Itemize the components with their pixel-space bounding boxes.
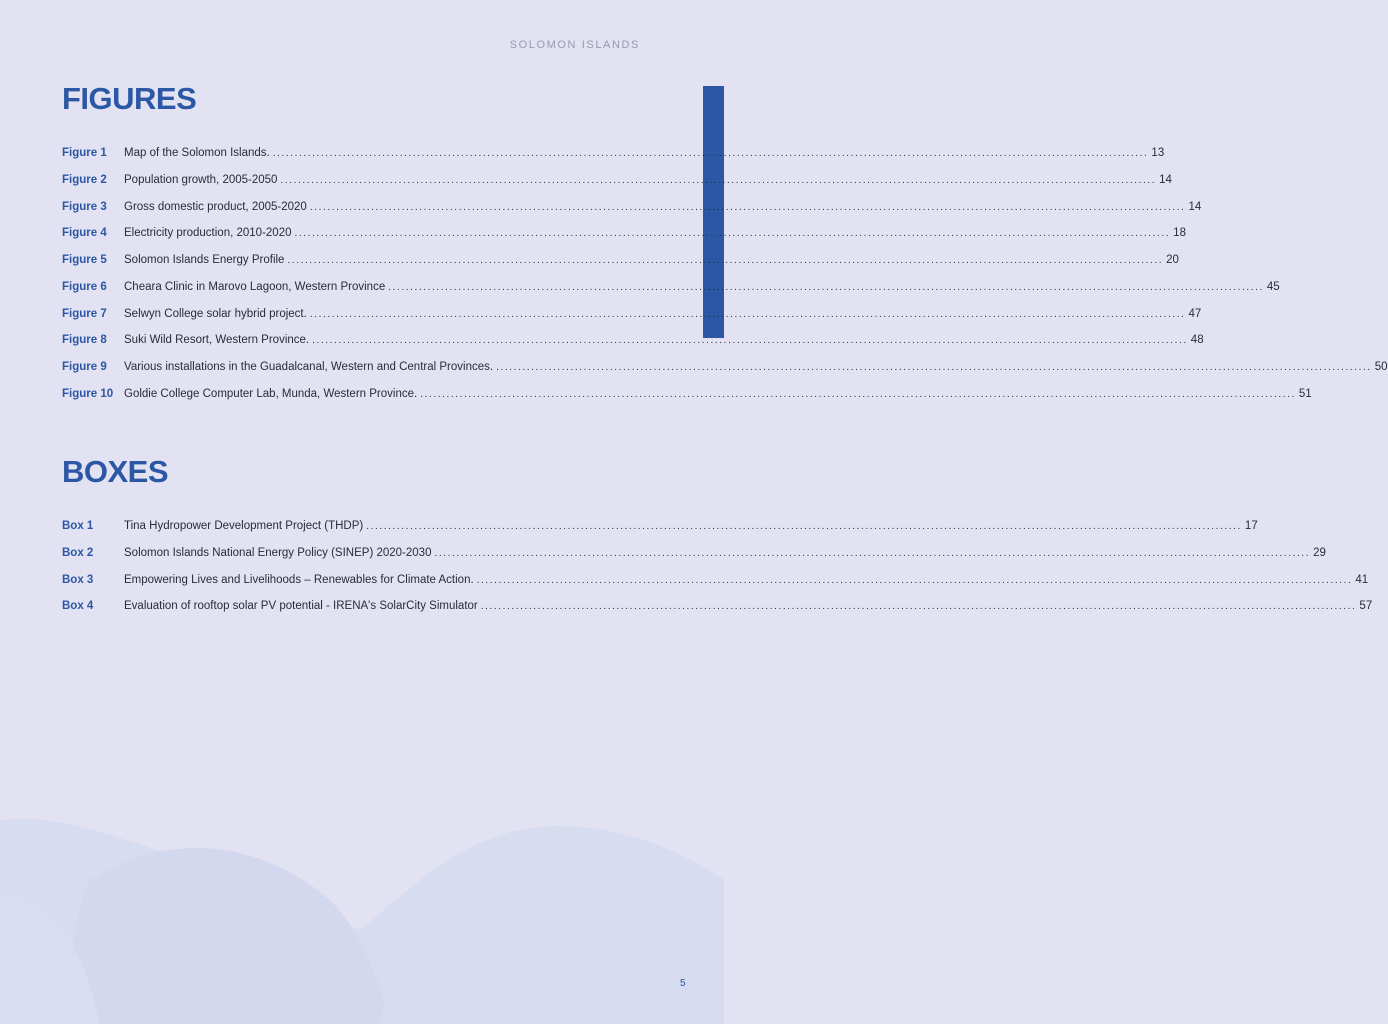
figure-label: Figure 8 <box>62 334 107 347</box>
box-title: Empowering Lives and Livelihoods – Renewables for Climate Action. <box>124 573 474 586</box>
figure-title: Selwyn College solar hybrid project. <box>124 307 307 320</box>
figure-page-number: 14 <box>1159 173 1172 186</box>
figure-label: Figure 5 <box>62 254 107 266</box>
dot-leader: ........................................................................................................................................................................................................ <box>496 362 1372 373</box>
figure-title: Goldie College Computer Lab, Munda, Western Province. <box>124 387 418 400</box>
box-page-number: 29 <box>1313 546 1326 559</box>
box-page-number: 17 <box>1244 520 1258 532</box>
dot-leader: ........................................................................................................................................................................................................ <box>388 281 1264 293</box>
box-entry-1[interactable] <box>62 519 1258 546</box>
box-entry-4[interactable] <box>62 599 1373 626</box>
figure-entry-7[interactable] <box>62 307 1202 334</box>
figure-title: Map of the Solomon Islands. <box>124 147 270 159</box>
figure-title: Population growth, 2005-2050 <box>124 173 278 186</box>
dot-leader: ........................................................................................................................................................................................................ <box>420 388 1296 400</box>
figure-label: Figure 7 <box>62 307 107 320</box>
boxes-list <box>62 519 1373 626</box>
box-label: Box 3 <box>62 573 94 586</box>
dot-leader: ........................................................................................................................................................................................................ <box>434 547 1311 559</box>
figure-title: Suki Wild Resort, Western Province. <box>124 334 310 347</box>
figure-label: Figure 9 <box>62 361 107 373</box>
page-number: 5 <box>680 978 686 989</box>
figures-list <box>62 146 1388 414</box>
dot-leader: ........................................................................................................................................................................................................ <box>272 148 1149 159</box>
dot-leader: ........................................................................................................................................................................................................ <box>480 601 1357 613</box>
boxes-heading: BOXES <box>62 454 169 489</box>
box-label: Box 4 <box>62 600 94 613</box>
figure-entry-5[interactable] <box>62 253 1179 280</box>
figure-label: Figure 1 <box>62 147 107 159</box>
figure-label: Figure 6 <box>62 280 107 293</box>
figure-page-number: 47 <box>1188 307 1202 320</box>
box-entry-2[interactable] <box>62 546 1326 573</box>
figure-entry-9[interactable] <box>62 360 1388 387</box>
figure-entry-4[interactable] <box>62 226 1186 253</box>
figure-entry-1[interactable] <box>62 146 1165 173</box>
figure-page-number: 14 <box>1188 200 1202 213</box>
box-label: Box 1 <box>62 520 94 532</box>
dot-leader: ........................................................................................................................................................................................................ <box>366 521 1242 532</box>
figure-page-number: 45 <box>1266 280 1280 293</box>
dot-leader: ........................................................................................................................................................................................................ <box>312 335 1188 347</box>
figure-label: Figure 10 <box>62 387 114 400</box>
dot-leader: ........................................................................................................................................................................................................ <box>476 574 1353 586</box>
figure-label: Figure 4 <box>62 227 107 240</box>
figure-title: Electricity production, 2010-2020 <box>124 227 292 240</box>
box-entry-3[interactable] <box>62 573 1369 600</box>
box-title: Solomon Islands National Energy Policy (SINEP) 2020-2030 <box>124 546 432 559</box>
figure-page-number: 50 <box>1374 361 1388 373</box>
figure-page-number: 48 <box>1190 334 1204 347</box>
figure-title: Various installations in the Guadalcanal, Western and Central Provinces. <box>124 361 494 373</box>
figure-label: Figure 3 <box>62 200 107 213</box>
dot-leader: ........................................................................................................................................................................................................ <box>287 255 1164 266</box>
figure-page-number: 20 <box>1166 254 1179 266</box>
figure-entry-8[interactable] <box>62 333 1204 360</box>
figure-title: Cheara Clinic in Marovo Lagoon, Western Province <box>124 280 386 293</box>
figure-page-number: 18 <box>1173 227 1186 240</box>
figure-entry-10[interactable] <box>62 387 1312 414</box>
dot-leader: ........................................................................................................................................................................................................ <box>280 174 1157 186</box>
figure-entry-2[interactable] <box>62 173 1172 200</box>
figure-title: Solomon Islands Energy Profile <box>124 254 285 266</box>
figure-entry-3[interactable] <box>62 200 1202 227</box>
figure-title: Gross domestic product, 2005-2020 <box>124 200 307 213</box>
box-label: Box 2 <box>62 546 94 559</box>
box-page-number: 41 <box>1355 573 1369 586</box>
figures-heading: FIGURES <box>62 81 197 116</box>
figure-entry-6[interactable] <box>62 280 1280 307</box>
box-title: Tina Hydropower Development Project (THDP) <box>124 520 364 532</box>
dot-leader: ........................................................................................................................................................................................................ <box>294 228 1171 240</box>
dot-leader: ........................................................................................................................................................................................................ <box>309 308 1186 320</box>
figure-label: Figure 2 <box>62 173 107 186</box>
figure-page-number: 13 <box>1151 147 1165 159</box>
figure-page-number: 51 <box>1298 387 1312 400</box>
header-country-name: SOLOMON ISLANDS <box>509 39 640 51</box>
box-title: Evaluation of rooftop solar PV potential - IRENA's SolarCity Simulator <box>124 600 478 613</box>
dot-leader: ........................................................................................................................................................................................................ <box>309 201 1186 213</box>
box-page-number: 57 <box>1359 600 1373 613</box>
